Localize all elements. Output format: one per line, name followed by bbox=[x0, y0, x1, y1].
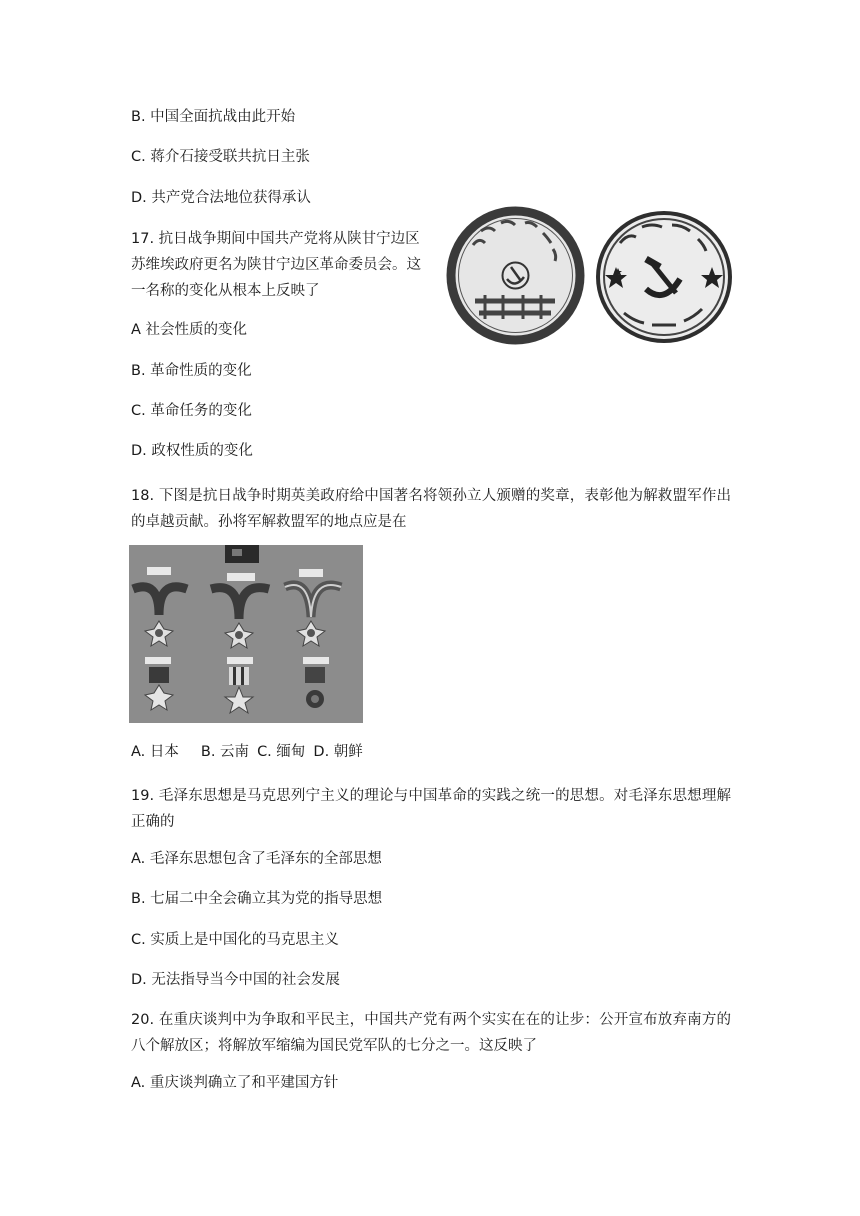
q18-stem: 18. 下图是抗日战争时期英美政府给中国著名将领孙立人颁赠的奖章，表彰他为解救盟军作出的卓越贡献。孙将军解救盟军的地点应是在 bbox=[131, 488, 731, 530]
q17-option-a: A 社会性质的变化 bbox=[131, 322, 248, 338]
q17-option-c: C. 革命任务的变化 bbox=[131, 403, 252, 419]
q16-option-d: D. 共产党合法地位获得承认 bbox=[131, 190, 311, 206]
q19-option-a: A. 毛泽东思想包含了毛泽东的全部思想 bbox=[131, 851, 382, 867]
q17-stem: 17. 抗日战争期间中国共产党将从陕甘宁边区苏维埃政府更名为陕甘宁边区革命委员会。这一名称的变化从根本上反映了 bbox=[131, 231, 421, 299]
soviet-government-seal-image bbox=[445, 205, 586, 346]
q20-option-a: A. 重庆谈判确立了和平建国方针 bbox=[131, 1075, 339, 1091]
q17-option-d: D. 政权性质的变化 bbox=[131, 443, 253, 459]
q19-option-d: D. 无法指导当今中国的社会发展 bbox=[131, 972, 340, 988]
q18-option-b: B. 云南 bbox=[200, 744, 250, 760]
revolutionary-committee-seal-image bbox=[594, 209, 734, 345]
q18-option-c: C. 缅甸 bbox=[257, 744, 306, 760]
q18-options bbox=[131, 745, 379, 760]
q18-option-a: A. 日本 bbox=[131, 744, 179, 760]
q16-option-b: B. 中国全面抗战由此开始 bbox=[131, 109, 296, 125]
medals-photo bbox=[129, 545, 363, 723]
q17-option-b: B. 革命性质的变化 bbox=[131, 363, 252, 379]
q16-option-c: C. 蒋介石接受联共抗日主张 bbox=[131, 149, 310, 165]
q20-stem: 20. 在重庆谈判中为争取和平民主，中国共产党有两个实实在在的让步：公开宣布放弃南方的八个解放区；将解放军缩编为国民党军队的七分之一。这反映了 bbox=[131, 1012, 731, 1054]
q18-option-d: D. 朝鲜 bbox=[313, 744, 363, 760]
q19-option-c: C. 实质上是中国化的马克思主义 bbox=[131, 932, 339, 948]
q19-stem: 19. 毛泽东思想是马克思列宁主义的理论与中国革命的实践之统一的思想。对毛泽东思想理解正确的 bbox=[131, 788, 731, 830]
q19-option-b: B. 七届二中全会确立其为党的指导思想 bbox=[131, 891, 383, 907]
